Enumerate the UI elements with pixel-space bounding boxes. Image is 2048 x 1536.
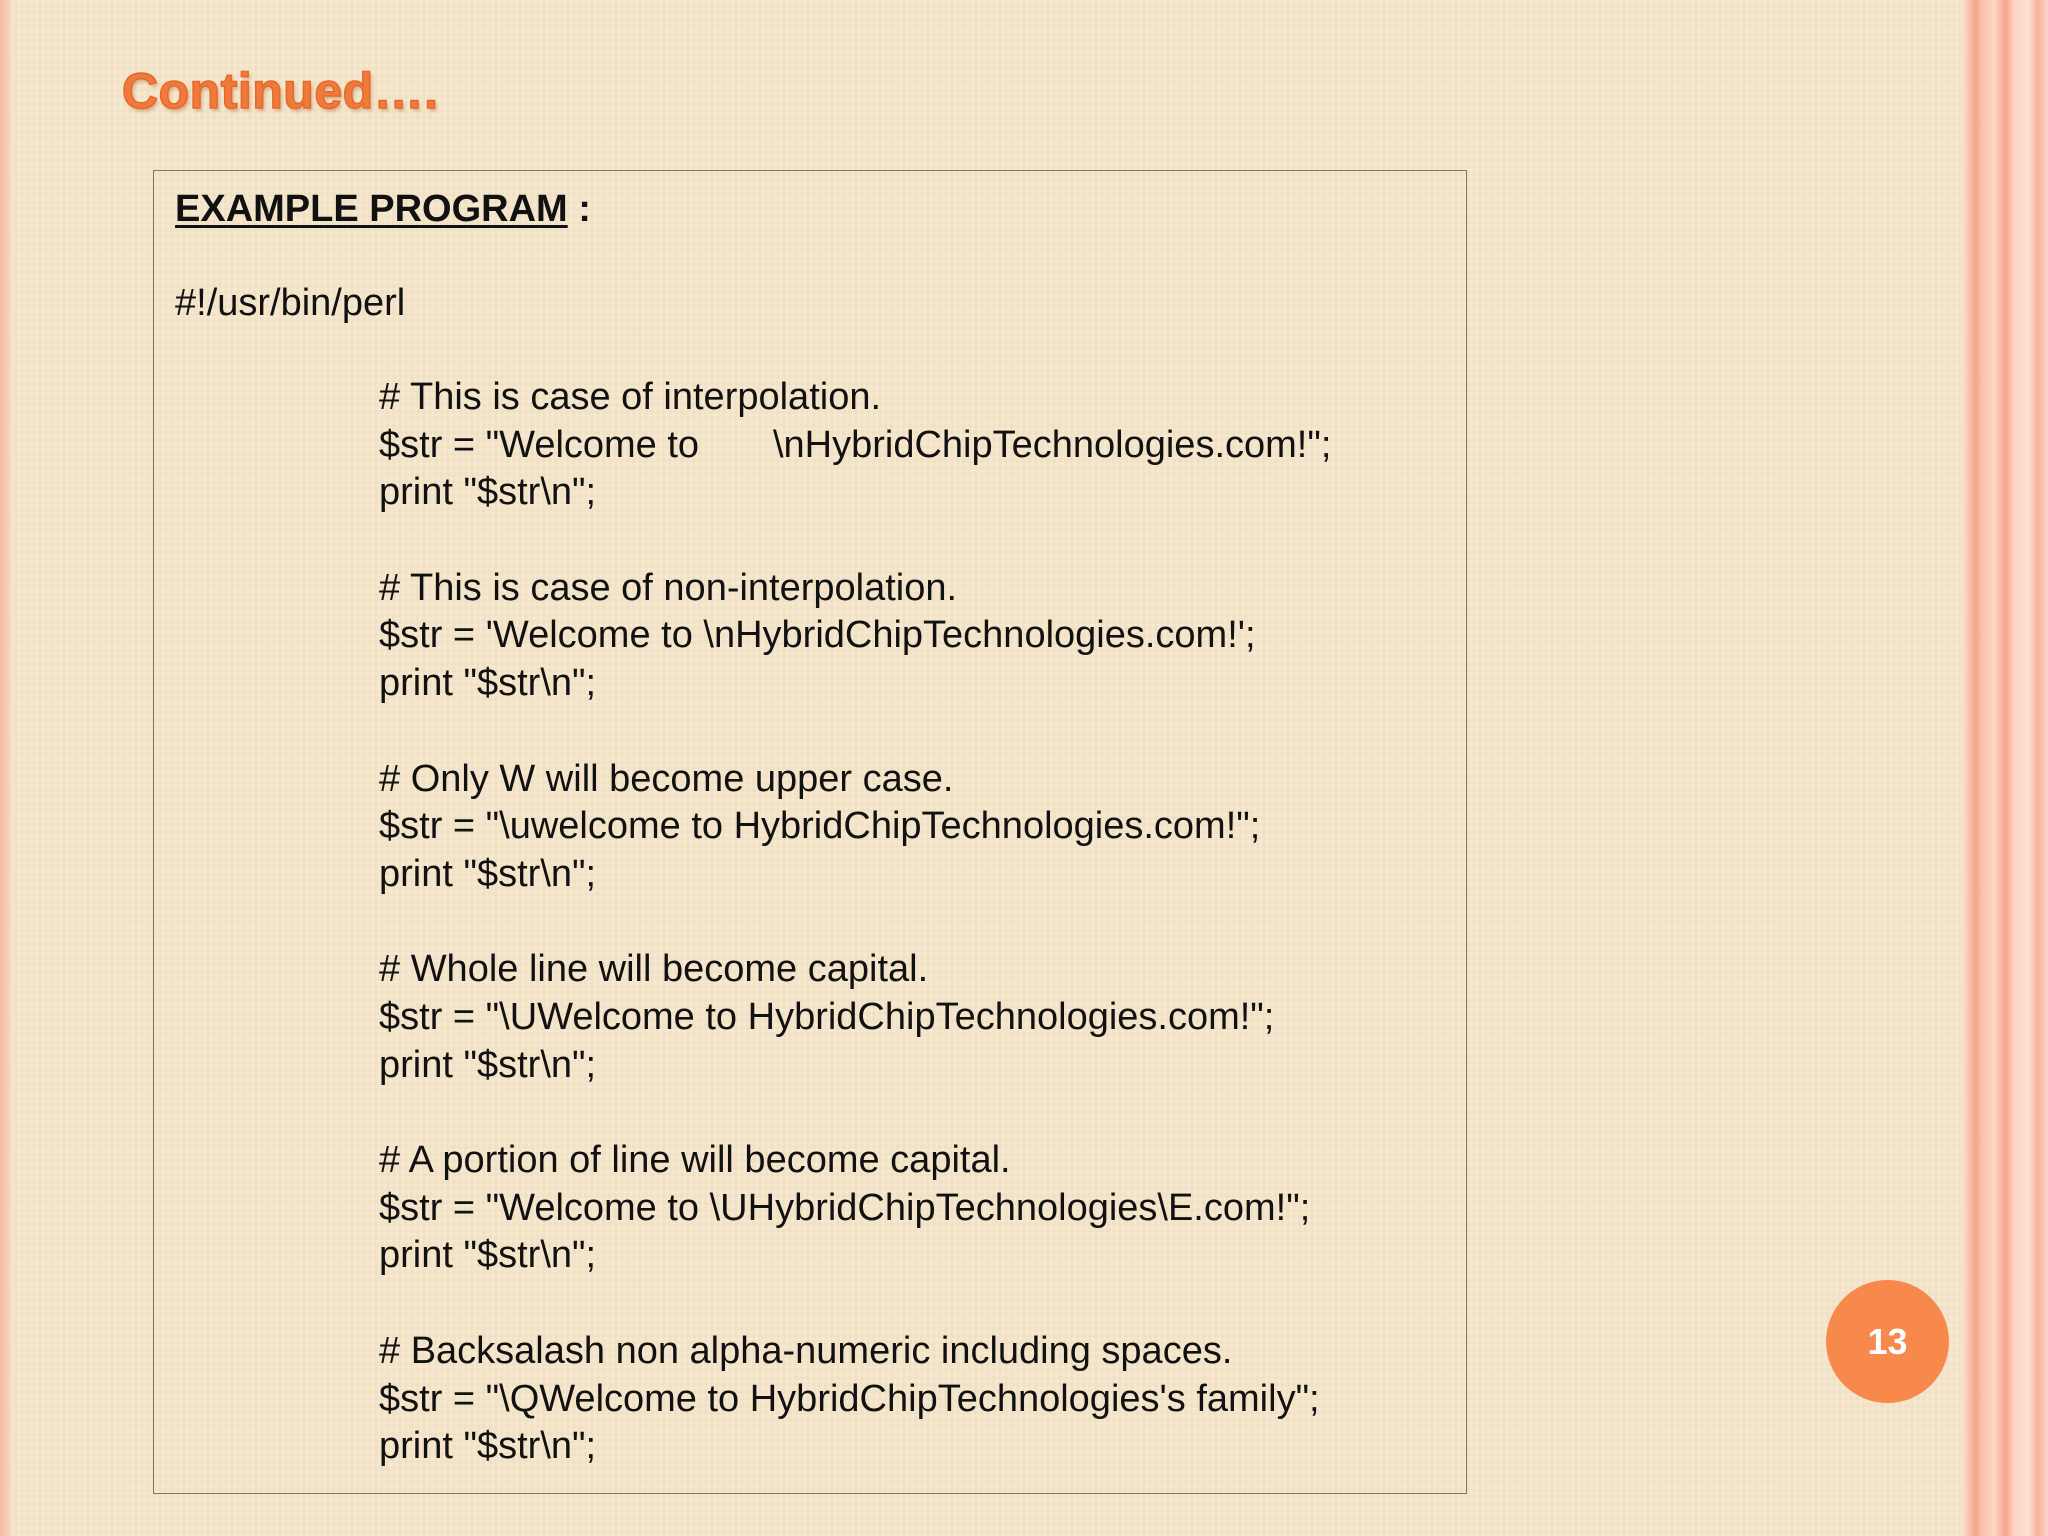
heading-colon: :: [567, 188, 591, 230]
code-comment: # A portion of line will become capital.: [379, 1139, 1011, 1182]
code-comment: # Backsalash non alpha-numeric including spaces.: [379, 1329, 1233, 1372]
code-group-quotemeta: [379, 1328, 1331, 1471]
code-print: print "$str\n";: [379, 1043, 597, 1086]
right-decorative-stripes: [1962, 0, 2048, 1536]
code-assignment: $str = "\QWelcome to HybridChipTechnologies's family";: [379, 1377, 1320, 1420]
heading-label: EXAMPLE PROGRAM: [175, 188, 568, 230]
code-print: print "$str\n";: [379, 661, 597, 704]
code-assignment: $str = 'Welcome to \nHybridChipTechnologies.com!';: [379, 614, 1256, 657]
slide-title: Continued….: [122, 63, 439, 119]
code-assignment: $str = "Welcome to \nHybridChipTechnologies.com!";: [379, 423, 1332, 466]
code-comment: # This is case of interpolation.: [379, 376, 882, 418]
code-assignment: $str = "Welcome to \UHybridChipTechnologies\E.com!";: [379, 1186, 1311, 1229]
example-program-heading: [175, 185, 591, 233]
code-comment: # Whole line will become capital.: [379, 948, 929, 991]
code-print: print "$str\n";: [379, 1425, 597, 1468]
code-group-uppercase-portion: [379, 1137, 1331, 1280]
code-group-uppercase-line: [379, 946, 1331, 1089]
shebang-line: #!/usr/bin/perl: [175, 282, 406, 324]
code-group-non-interpolation: [379, 565, 1331, 708]
code-comment: # Only W will become upper case.: [379, 757, 954, 800]
code-print: print "$str\n";: [379, 852, 597, 895]
code-print: print "$str\n";: [379, 1234, 597, 1277]
example-program-box: [153, 170, 1467, 1494]
code-assignment: $str = "\uwelcome to HybridChipTechnologies.com!";: [379, 805, 1261, 848]
left-decorative-border: [0, 0, 12, 1536]
code-block: [379, 374, 1331, 1471]
page-number-badge: 13: [1826, 1280, 1949, 1403]
code-print: print "$str\n";: [379, 471, 597, 514]
code-group-interpolation: [379, 374, 1331, 517]
code-group-ucfirst: [379, 756, 1331, 899]
code-comment: # This is case of non-interpolation.: [379, 566, 958, 609]
code-assignment: $str = "\UWelcome to HybridChipTechnologies.com!";: [379, 995, 1275, 1038]
